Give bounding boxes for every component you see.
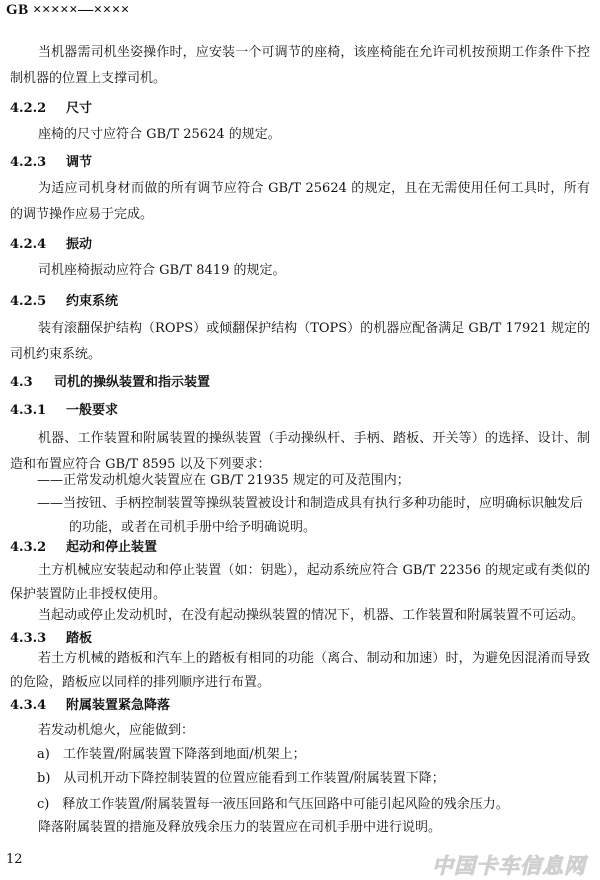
section-title: 司机的操纵装置和指示装置	[54, 375, 211, 390]
list-item-a: a) 工作装置/附属装置下降落到地面/机架上；	[37, 747, 306, 762]
section-title: 尺寸	[66, 101, 93, 116]
section-title: 一般要求	[66, 403, 119, 418]
section-title: 起动和停止装置	[66, 540, 158, 555]
paragraph-4-2-2: 座椅的尺寸应符合 GB/T 25624 的规定。	[38, 127, 281, 142]
paragraph-4-2-4: 司机座椅振动应符合 GB/T 8419 的规定。	[38, 263, 286, 278]
paragraph-4-3-2-a: 土方机械应安装起动和停止装置（如：钥匙），起动系统应符合 GB/T 22356 的规定或有类似的保护装置防止非授权使用。	[10, 563, 590, 602]
list-item-b: b) 从司机开动下降控制装置的位置应能看到工作装置/附属装置下降；	[37, 771, 445, 786]
section-number: 4.3.3	[10, 631, 47, 646]
section-number: 4.2.4	[10, 237, 47, 252]
list-item-c: c) 释放工作装置/附属装置每一液压回路和气压回路中可能引起风险的残余压力。	[37, 797, 509, 812]
dash-item-1: ——正常发动机熄火装置应在 GB/T 21935 规定的可及范围内；	[37, 473, 410, 488]
paragraph-4-3-2-b: 当起动或停止发动机时，在没有起动操纵装置的情况下，机器、工作装置和附属装置不可运动。	[38, 608, 585, 623]
page-number: 12	[6, 852, 23, 867]
heading-4-3	[10, 370, 600, 396]
paragraph-4-2-3: 为适应司机身材而做的所有调节应符合 GB/T 25624 的规定，且在无需使用任何工具时，所有的调节操作应易于完成。	[10, 181, 590, 222]
section-number: 4.2.3	[10, 155, 47, 170]
section-title: 振动	[66, 237, 93, 252]
section-number: 4.2.5	[10, 294, 47, 309]
heading-4-2-3	[10, 150, 600, 176]
site-watermark: 中国卡车信息网	[432, 854, 586, 878]
heading-4-3-2	[10, 535, 600, 561]
heading-4-2-4	[10, 232, 600, 258]
heading-4-3-1	[10, 398, 600, 424]
heading-4-2-2	[10, 96, 600, 122]
paragraph-4-3-1: 机器、工作装置和附属装置的操纵装置（手动操纵杆、手柄、踏板、开关等）的选择、设计、制造和布置应符合 GB/T 8595 以及下列要求：	[10, 431, 590, 472]
dash-item-2: ——当按钮、手柄控制装置等操纵装置被设计和制造成具有执行多种功能时，应明确标识触发后的功能，或者在司机手册中给予明确说明。	[37, 496, 584, 535]
section-number: 4.3.2	[10, 540, 47, 555]
section-title: 踏板	[66, 631, 93, 646]
section-title: 约束系统	[66, 294, 119, 309]
paragraph-4-3-3: 若土方机械的踏板和汽车上的踏板有相同的功能（离合、制动和加速）时，为避免因混淆而导致的危险，踏板应以同样的排列顺序进行布置。	[10, 651, 590, 690]
section-number: 4.3.4	[10, 698, 47, 713]
section-number: 4.2.2	[10, 101, 47, 116]
heading-4-3-4	[10, 693, 600, 719]
section-number: 4.3.1	[10, 403, 47, 418]
section-title: 附属装置紧急降落	[66, 698, 171, 713]
paragraph-4-3-4: 若发动机熄火，应能做到：	[38, 723, 195, 738]
standard-code-header: GB ×××××—××××	[6, 2, 130, 18]
heading-4-2-5	[10, 289, 600, 315]
intro-paragraph: 当机器需司机坐姿操作时，应安装一个可调节的座椅，该座椅能在允许司机按预期工作条件下控制机器的位置上支撑司机。	[10, 45, 590, 86]
section-title: 调节	[66, 155, 93, 170]
paragraph-4-3-4-final: 降落附属装置的措施及释放残余压力的装置应在司机手册中进行说明。	[38, 820, 442, 835]
section-number: 4.3	[10, 375, 33, 390]
paragraph-4-2-5: 装有滚翻保护结构（ROPS）或倾翻保护结构（TOPS）的机器应配备满足 GB/T 17921 规定的司机约束系统。	[10, 321, 590, 362]
